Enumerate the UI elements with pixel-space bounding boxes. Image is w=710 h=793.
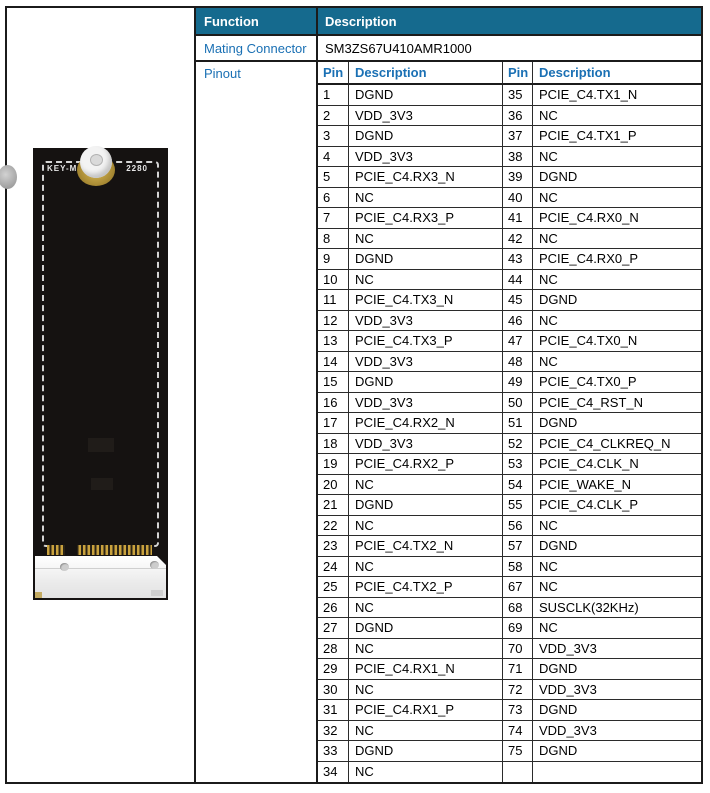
pin-description-cell: PCIE_C4.RX3_P (349, 208, 503, 229)
pin-description-cell: PCIE_C4.TX2_N (349, 536, 503, 557)
pin-description-cell: DGND (533, 290, 701, 311)
pin-number-cell: 13 (318, 331, 349, 352)
pin-number-cell: 70 (503, 639, 533, 660)
pin-number-cell: 38 (503, 147, 533, 168)
pin-number-cell: 31 (318, 700, 349, 721)
pin-description-cell: NC (349, 188, 503, 209)
screw-hole (90, 154, 103, 166)
pin-description-cell: NC (349, 680, 503, 701)
pin-number-cell: 47 (503, 331, 533, 352)
pin-description-cell: DGND (533, 700, 701, 721)
pin-description-cell: PCIE_C4.CLK_N (533, 454, 701, 475)
pin-number-cell: 23 (318, 536, 349, 557)
pin-number-cell: 45 (503, 290, 533, 311)
mating-connector-row (196, 36, 701, 62)
pin-number-cell: 37 (503, 126, 533, 147)
pin-description-cell: NC (533, 618, 701, 639)
pin-description-cell: PCIE_C4.RX2_N (349, 413, 503, 434)
pin-description-cell: NC (349, 270, 503, 291)
pin-number-cell: 69 (503, 618, 533, 639)
pin-description-cell: PCIE_C4.RX3_N (349, 167, 503, 188)
pin-description-cell: PCIE_WAKE_N (533, 475, 701, 496)
product-photo-panel (7, 8, 196, 782)
pin-description-cell: PCIE_C4.RX2_P (349, 454, 503, 475)
pin-description-cell: PCIE_C4.RX0_P (533, 249, 701, 270)
desc-col-header: Description (349, 62, 503, 85)
spec-sheet-frame (5, 6, 703, 784)
connector-seam (35, 568, 166, 569)
pin-number-cell: 44 (503, 270, 533, 291)
pin-description-cell: VDD_3V3 (533, 639, 701, 660)
pin-description-cell: VDD_3V3 (533, 721, 701, 742)
pin-description-cell: DGND (349, 372, 503, 393)
pin-number-cell: 26 (318, 598, 349, 619)
pin-description-cell: NC (533, 188, 701, 209)
pin-description-cell: PCIE_C4.TX0_N (533, 331, 701, 352)
pin-description-cell: DGND (533, 413, 701, 434)
card-size-label: 2280 (126, 164, 148, 173)
pin-number-cell: 9 (318, 249, 349, 270)
pin-number-cell: 35 (503, 85, 533, 106)
spec-table (196, 8, 701, 782)
pin-number-cell: 41 (503, 208, 533, 229)
m2-card-photo (33, 148, 168, 600)
pin-number-cell: 15 (318, 372, 349, 393)
pin-number-cell: 73 (503, 700, 533, 721)
pin-number-cell: 29 (318, 659, 349, 680)
pin-number-cell: 57 (503, 536, 533, 557)
pin-number-cell: 55 (503, 495, 533, 516)
pin-description-cell: VDD_3V3 (349, 147, 503, 168)
pin-description-cell: DGND (533, 741, 701, 762)
pin-description-cell: PCIE_C4.TX3_P (349, 331, 503, 352)
pin-number-cell: 43 (503, 249, 533, 270)
pin-description-cell: DGND (349, 85, 503, 106)
pin-description-cell: NC (349, 475, 503, 496)
pin-number-cell: 71 (503, 659, 533, 680)
pin-number-cell: 5 (318, 167, 349, 188)
pin-number-cell: 74 (503, 721, 533, 742)
pin-number-cell: 22 (318, 516, 349, 537)
pin-description-cell: DGND (533, 167, 701, 188)
pin-description-cell: NC (349, 639, 503, 660)
pin-number-cell: 2 (318, 106, 349, 127)
pin-description-cell: VDD_3V3 (349, 434, 503, 455)
pin-number-cell: 3 (318, 126, 349, 147)
pin-number-cell: 58 (503, 557, 533, 578)
pin-description-cell: DGND (533, 536, 701, 557)
pin-col-header: Pin (318, 62, 349, 85)
pcb-marking (91, 478, 113, 490)
pin-number-cell: 6 (318, 188, 349, 209)
pin-description-cell: DGND (349, 618, 503, 639)
pinout-row (196, 62, 701, 782)
pin-description-cell: PCIE_C4.CLK_P (533, 495, 701, 516)
pin-number-cell: 48 (503, 352, 533, 373)
pin-number-cell: 7 (318, 208, 349, 229)
pin-number-cell: 54 (503, 475, 533, 496)
pin-description-cell: NC (533, 311, 701, 332)
connector-pad-gold (35, 592, 42, 598)
mating-connector-value: SM3ZS67U410AMR1000 (325, 40, 472, 56)
pin-description-cell: DGND (349, 741, 503, 762)
pin-number-cell: 67 (503, 577, 533, 598)
key-m-label: KEY-M (47, 164, 78, 173)
pin-description-cell: VDD_3V3 (533, 680, 701, 701)
gold-edge-fingers (47, 545, 152, 555)
pin-number-cell: 53 (503, 454, 533, 475)
pcb-marking (88, 438, 114, 452)
pin-number-cell: 20 (318, 475, 349, 496)
pin-number-cell: 42 (503, 229, 533, 250)
pin-number-cell: 21 (318, 495, 349, 516)
function-header-cell: Function (196, 8, 318, 34)
pin-description-cell: PCIE_C4.RX1_N (349, 659, 503, 680)
pin-number-cell: 75 (503, 741, 533, 762)
pin-number-cell: 36 (503, 106, 533, 127)
pin-number-cell: 27 (318, 618, 349, 639)
pin-description-cell: NC (349, 557, 503, 578)
pin-description-cell: PCIE_C4.RX1_P (349, 700, 503, 721)
pin-description-cell: NC (533, 516, 701, 537)
pin-description-cell: DGND (349, 495, 503, 516)
pin-description-cell: SUSCLK(32KHz) (533, 598, 701, 619)
pin-description-cell: NC (533, 106, 701, 127)
pin-number-cell: 24 (318, 557, 349, 578)
pin-description-cell: PCIE_C4.TX1_P (533, 126, 701, 147)
pin-number-cell: 50 (503, 393, 533, 414)
pin-number-cell: 4 (318, 147, 349, 168)
pin-number-cell: 8 (318, 229, 349, 250)
pin-number-cell: 52 (503, 434, 533, 455)
pin-number-cell: 51 (503, 413, 533, 434)
mating-connector-label: Mating Connector (196, 36, 318, 60)
pin-description-cell: NC (349, 598, 503, 619)
pin-number-cell: 32 (318, 721, 349, 742)
pin-description-cell: PCIE_C4.TX3_N (349, 290, 503, 311)
pin-description-cell: PCIE_C4.RX0_N (533, 208, 701, 229)
pin-number-cell: 49 (503, 372, 533, 393)
side-mount-post (0, 165, 17, 189)
pin-description-cell: NC (533, 270, 701, 291)
pinout-grid (318, 62, 701, 782)
pin-number-cell: 39 (503, 167, 533, 188)
description-header-cell: Description (325, 13, 397, 29)
pin-description-cell (533, 762, 701, 783)
pin-description-cell: DGND (349, 249, 503, 270)
pin-description-cell: PCIE_C4_RST_N (533, 393, 701, 414)
pin-number-cell: 34 (318, 762, 349, 783)
pin-description-cell: VDD_3V3 (349, 311, 503, 332)
pin-number-cell: 28 (318, 639, 349, 660)
pin-description-cell: NC (349, 229, 503, 250)
pin-number-cell: 72 (503, 680, 533, 701)
edge-connector-socket (35, 556, 166, 598)
pin-description-cell: PCIE_C4_CLKREQ_N (533, 434, 701, 455)
pin-number-cell: 33 (318, 741, 349, 762)
pin-description-cell: PCIE_C4.TX2_P (349, 577, 503, 598)
pin-description-cell: NC (349, 516, 503, 537)
table-header-row (196, 8, 701, 36)
pin-number-cell: 17 (318, 413, 349, 434)
pin-number-cell: 10 (318, 270, 349, 291)
connector-pad-gray (151, 590, 163, 596)
pin-description-cell: DGND (349, 126, 503, 147)
pin-number-cell: 68 (503, 598, 533, 619)
pin-number-cell: 46 (503, 311, 533, 332)
pin-description-cell: VDD_3V3 (349, 352, 503, 373)
pin-description-cell: NC (533, 147, 701, 168)
pin-description-cell: NC (533, 229, 701, 250)
pin-description-cell: NC (533, 352, 701, 373)
desc-col-header: Description (533, 62, 701, 85)
pin-number-cell: 40 (503, 188, 533, 209)
pin-description-cell: PCIE_C4.TX0_P (533, 372, 701, 393)
pin-number-cell: 19 (318, 454, 349, 475)
pin-number-cell: 11 (318, 290, 349, 311)
pin-description-cell: NC (533, 577, 701, 598)
connector-hole-right (150, 561, 159, 569)
key-m-notch (65, 544, 77, 556)
pin-description-cell: PCIE_C4.TX1_N (533, 85, 701, 106)
pin-description-cell: VDD_3V3 (349, 106, 503, 127)
pin-number-cell: 18 (318, 434, 349, 455)
pin-description-cell: VDD_3V3 (349, 393, 503, 414)
pinout-label: Pinout (196, 62, 318, 782)
pin-description-cell: NC (349, 721, 503, 742)
pin-number-cell (503, 762, 533, 783)
pin-number-cell: 16 (318, 393, 349, 414)
pin-description-cell: DGND (533, 659, 701, 680)
pin-description-cell: NC (349, 762, 503, 783)
pin-number-cell: 12 (318, 311, 349, 332)
pin-description-cell: NC (533, 557, 701, 578)
pin-number-cell: 14 (318, 352, 349, 373)
pin-col-header: Pin (503, 62, 533, 85)
pin-number-cell: 56 (503, 516, 533, 537)
pin-number-cell: 30 (318, 680, 349, 701)
connector-hole-left (60, 563, 69, 571)
pin-number-cell: 25 (318, 577, 349, 598)
pin-number-cell: 1 (318, 85, 349, 106)
